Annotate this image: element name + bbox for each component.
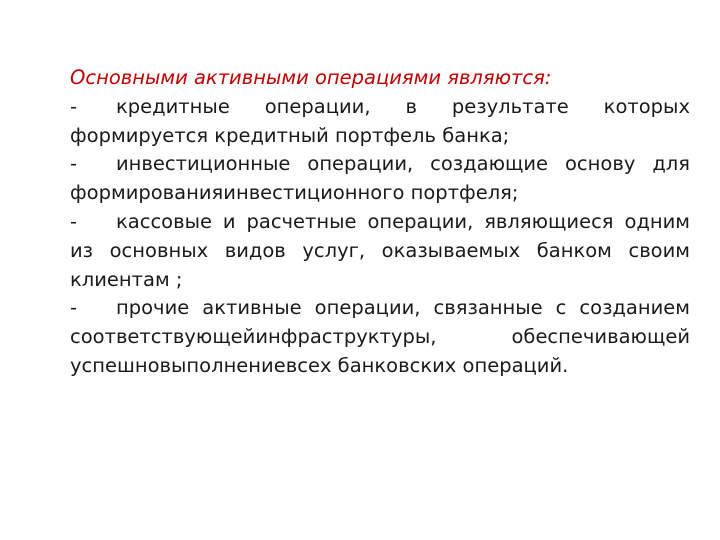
list-item-text: кредитные операции, в результате которых формируется кредитный портфель банка; bbox=[70, 94, 690, 147]
list-item-text: инвестиционные операции, создающие основу для формированияинвестиционного портфеля; bbox=[70, 152, 690, 205]
list-item-text: прочие активные операции, связанные с созданием соответствующейинфраструктуры, обеспечивающей успешновыполнениевсех банковских операций. bbox=[70, 296, 690, 377]
slide-content bbox=[70, 64, 690, 381]
bullet-dash: - bbox=[70, 152, 78, 176]
list-item-credit bbox=[70, 93, 690, 151]
list-item-text: кассовые и расчетные операции, являющиеся одним из основных видов услуг, оказываемых банком своим клиентам ; bbox=[70, 209, 690, 291]
bullet-dash: - bbox=[70, 296, 78, 320]
bullet-dash: - bbox=[70, 209, 78, 233]
list-item-other bbox=[70, 294, 690, 380]
list-item-investment bbox=[70, 150, 690, 208]
list-item-cash-settlement bbox=[70, 208, 690, 294]
slide-heading: Основными активными операциями являются: bbox=[70, 66, 552, 89]
bullet-dash: - bbox=[70, 94, 78, 118]
